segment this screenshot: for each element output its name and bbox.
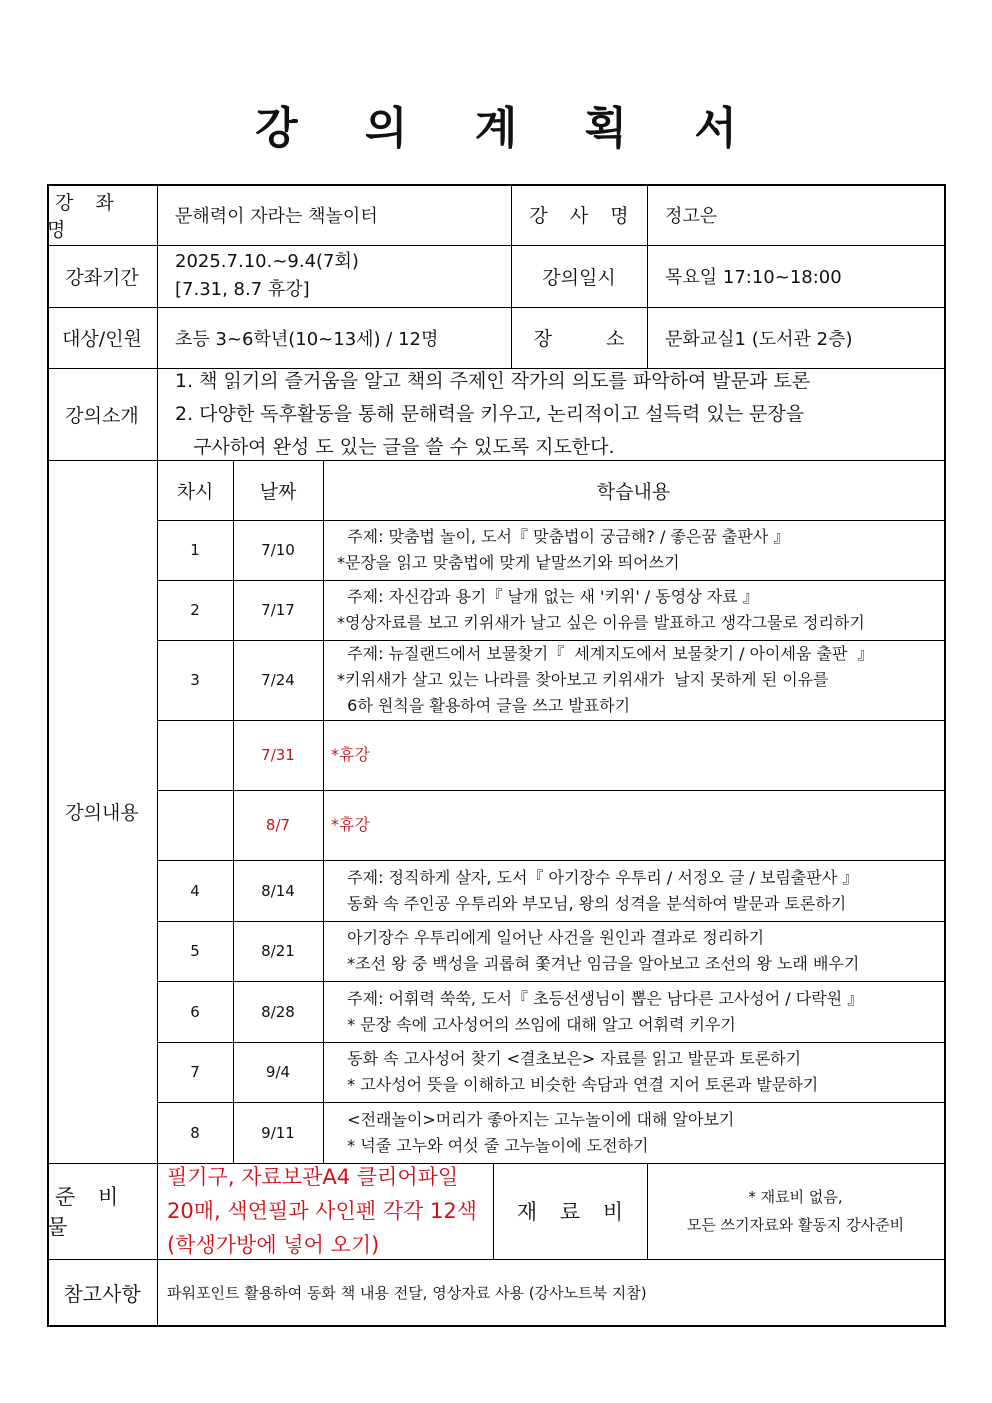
lesson-line: 6하 원칙을 활용하여 글을 쓰고 발표하기 bbox=[337, 696, 631, 715]
lesson-content bbox=[323, 580, 944, 640]
lesson-date: 8/28 bbox=[261, 1002, 295, 1021]
lesson-date: 9/11 bbox=[261, 1123, 295, 1142]
lesson-line: <전래놀이>머리가 좋아지는 고누놀이에 대해 알아보기 bbox=[337, 1109, 735, 1129]
lesson-content bbox=[323, 1102, 944, 1163]
instructor-label: 강 사 명 bbox=[529, 205, 637, 227]
lesson-date: 7/10 bbox=[261, 541, 295, 559]
lesson-line: *휴강 bbox=[331, 815, 370, 834]
lesson-line: 주제: 어휘력 쑥쑥, 도서『 초등선생님이 뽑은 남다른 고사성어 / 다락원 』 bbox=[337, 988, 864, 1008]
lesson-line: *문장을 읽고 맞춤법에 맞게 낱말쓰기와 띄어쓰기 bbox=[337, 553, 680, 572]
fee-line: 모든 쓰기자료와 활동지 강사준비 bbox=[686, 1216, 905, 1234]
lesson-session: 7 bbox=[190, 1063, 200, 1081]
lesson-content bbox=[323, 981, 944, 1042]
lesson-session: 2 bbox=[190, 601, 200, 619]
schedule-label: 강의일시 bbox=[542, 266, 616, 289]
lesson-date: 8/21 bbox=[261, 942, 295, 960]
lesson-content bbox=[323, 921, 944, 981]
fee-label: 재 료 비 bbox=[516, 1200, 632, 1224]
lesson-line: *키위새가 살고 있는 나라를 찾아보고 키위새가 날지 못하게 된 이유를 bbox=[337, 670, 829, 689]
intro-text bbox=[157, 368, 944, 460]
lesson-session: 6 bbox=[190, 1002, 200, 1021]
lesson-content bbox=[323, 720, 944, 790]
target-value: 초등 3~6학년(10~13세) / 12명 bbox=[175, 328, 439, 350]
lesson-line: 주제: 뉴질랜드에서 보물찾기『 세계지도에서 보물찾기 / 아이세움 출판 』 bbox=[337, 644, 874, 663]
lesson-content bbox=[323, 1042, 944, 1102]
intro-line: 구사하여 완성 도 있는 글을 쓸 수 있도록 지도한다. bbox=[175, 435, 615, 458]
col-header-content: 학습내용 bbox=[596, 480, 671, 503]
lesson-line: 동화 속 주인공 우투리와 부모님, 왕의 성격을 분석하여 발문과 토론하기 bbox=[337, 893, 847, 913]
lesson-line: * 문장 속에 고사성어의 쓰임에 대해 알고 어휘력 키우기 bbox=[337, 1014, 736, 1034]
lesson-line: * 고사성어 뜻을 이해하고 비슷한 속담과 연결 지어 토론과 발문하기 bbox=[337, 1075, 819, 1094]
lesson-content bbox=[323, 640, 944, 720]
notes-value: 파워포인트 활용하여 동화 책 내용 전달, 영상자료 사용 (강사노트북 지참) bbox=[167, 1283, 647, 1302]
lesson-line: *휴강 bbox=[331, 745, 370, 764]
lesson-session: 3 bbox=[190, 671, 200, 689]
lesson-line: 아기장수 우투리에게 일어난 사건을 원인과 결과로 정리하기 bbox=[337, 928, 765, 947]
intro-line: 1. 책 읽기의 즐거움을 알고 책의 주제인 작가의 의도를 파악하여 발문과 토론 bbox=[175, 369, 811, 392]
lesson-session: 8 bbox=[190, 1123, 200, 1142]
course-value: 문해력이 자라는 책놀이터 bbox=[175, 205, 378, 227]
lesson-line: 주제: 정직하게 살자, 도서『 아기장수 우투리 / 서정오 글 / 보림출판사 』 bbox=[337, 867, 859, 887]
period-breaks: [7.31, 8.7 휴강] bbox=[175, 279, 310, 300]
lessons-label: 강의내용 bbox=[65, 802, 139, 824]
lesson-date: 7/17 bbox=[261, 601, 295, 619]
lesson-session bbox=[157, 790, 233, 860]
supplies-value: 필기구, 자료보관A4 클리어파일 20매, 색연필과 사인펜 각각 12색 (학생가방에 넣어 오기) bbox=[167, 1165, 477, 1257]
lesson-content bbox=[323, 860, 944, 921]
fee-value bbox=[647, 1163, 944, 1259]
lesson-content bbox=[323, 520, 944, 580]
lesson-date: 7/24 bbox=[261, 671, 295, 689]
intro-label: 강의소개 bbox=[65, 404, 139, 427]
period-value bbox=[157, 245, 511, 307]
lesson-date: 7/31 bbox=[261, 746, 295, 764]
place-value: 문화교실1 (도서관 2층) bbox=[665, 328, 853, 350]
place-label: 장 소 bbox=[533, 328, 639, 350]
period-dates: 2025.7.10.~9.4(7회) bbox=[175, 251, 359, 272]
lesson-line: * 넉줄 고누와 여섯 줄 고누놀이에 도전하기 bbox=[337, 1135, 649, 1155]
instructor-value: 정고은 bbox=[665, 205, 718, 227]
fee-line: * 재료비 없음, bbox=[748, 1188, 843, 1206]
col-header-session: 차시 bbox=[176, 480, 214, 503]
lesson-content bbox=[323, 790, 944, 860]
lesson-session: 1 bbox=[190, 541, 200, 559]
supplies-label: 준 비 물 bbox=[47, 1185, 127, 1239]
target-label: 대상/인원 bbox=[62, 328, 142, 350]
lesson-date: 9/4 bbox=[265, 1063, 291, 1081]
lesson-session: 5 bbox=[190, 942, 200, 960]
lecture-plan-table bbox=[47, 184, 944, 1325]
notes-label: 참고사항 bbox=[63, 1281, 141, 1306]
lesson-line: 동화 속 고사성어 찾기 <결초보은> 자료를 읽고 발문과 토론하기 bbox=[337, 1049, 802, 1068]
schedule-value: 목요일 17:10~18:00 bbox=[665, 267, 842, 288]
course-label: 강 좌 명 bbox=[47, 191, 122, 241]
lesson-date: 8/7 bbox=[265, 816, 291, 834]
lesson-date: 8/14 bbox=[261, 881, 295, 900]
lesson-line: 주제: 자신감과 용기『 날개 없는 새 '키위' / 동영상 자료 』 bbox=[337, 587, 759, 606]
document-title: 강 의 계 획 서 bbox=[255, 103, 763, 154]
lesson-session: 4 bbox=[190, 881, 200, 900]
lesson-line: *영상자료를 보고 키위새가 날고 싶은 이유를 발표하고 생각그물로 정리하기 bbox=[337, 613, 865, 632]
intro-line: 2. 다양한 독후활동을 통해 문해력을 키우고, 논리적이고 설득력 있는 문장을 bbox=[175, 402, 805, 425]
lesson-line: 주제: 맞춤법 놀이, 도서『 맞춤법이 궁금해? / 좋은꿈 출판사 』 bbox=[337, 527, 790, 546]
col-header-date: 날짜 bbox=[259, 480, 297, 503]
period-label: 강좌기간 bbox=[65, 266, 139, 289]
lesson-line: *조선 왕 중 백성을 괴롭혀 쫓겨난 임금을 알아보고 조선의 왕 노래 배우기 bbox=[337, 954, 860, 973]
lesson-session bbox=[157, 720, 233, 790]
